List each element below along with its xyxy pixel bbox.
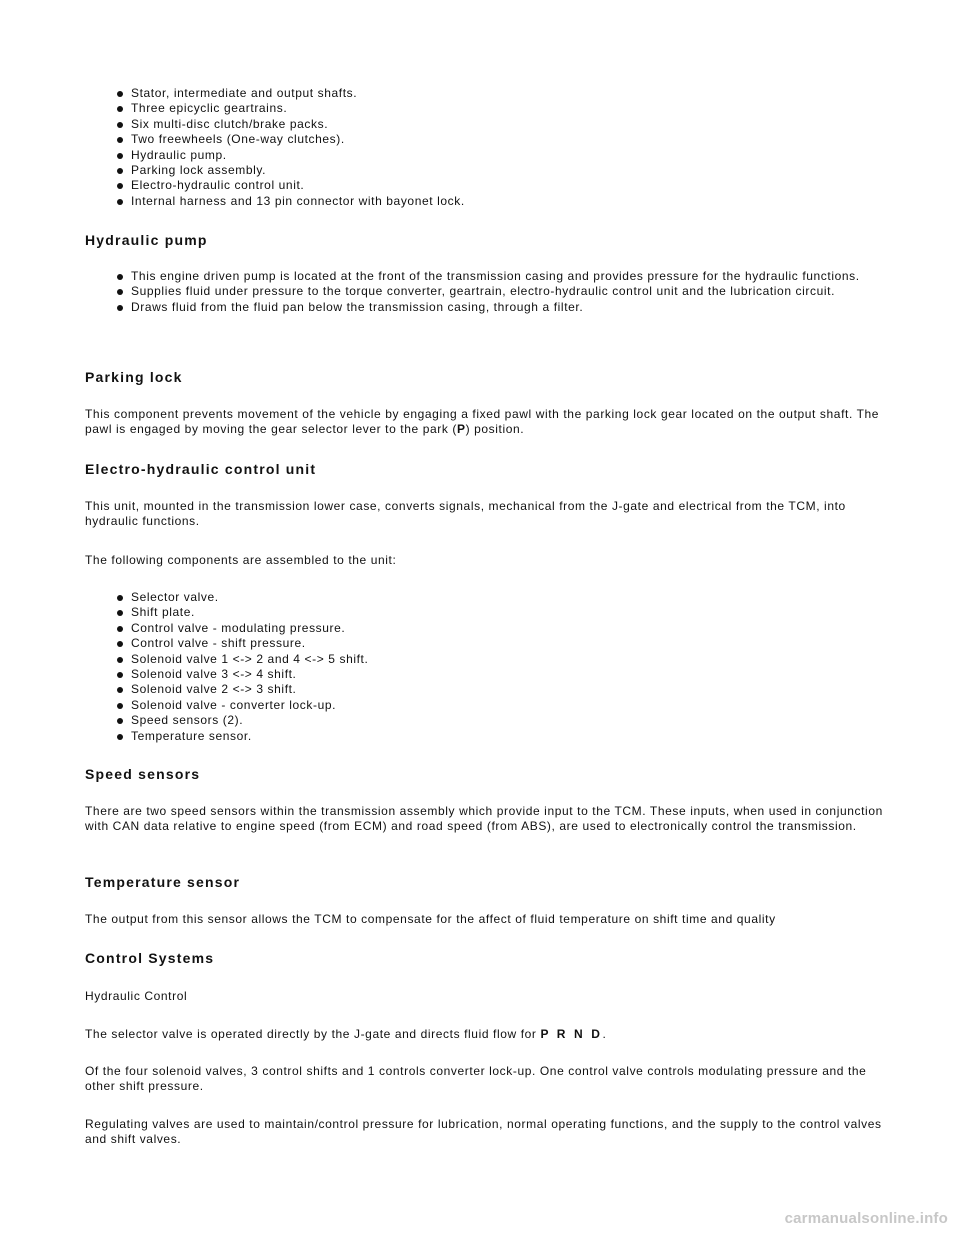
heading-temperature-sensor: Temperature sensor — [85, 874, 241, 890]
list-item — [0, 636, 900, 651]
parking-lock-text — [85, 407, 885, 438]
list-item — [0, 101, 900, 116]
speed-sensors-text: There are two speed sensors within the transmission assembly which provide input to the TCM. These inputs, when used in conjunction with CAN data relative to engine speed (from ECM) and road speed (from ABS), are used to electronically control the transmission. — [85, 804, 883, 834]
list-item-text: Hydraulic pump. — [131, 147, 227, 162]
list-item — [0, 590, 900, 605]
component-list — [0, 86, 900, 209]
list-item-text: Six multi-disc clutch/brake packs. — [131, 116, 329, 131]
list-item — [0, 652, 900, 667]
heading-hydraulic-pump: Hydraulic pump — [85, 232, 208, 248]
bullet-icon — [117, 91, 123, 97]
bullet-icon — [117, 734, 123, 740]
bullet-icon — [117, 183, 123, 189]
list-item-text: This engine driven pump is located at the front of the transmission casing and provides pressure for the hydraulic functions. — [131, 269, 860, 283]
heading-ehcu: Electro-hydraulic control unit — [85, 461, 317, 477]
bullet-icon — [117, 122, 123, 128]
regulating-valves-text: Regulating valves are used to maintain/control pressure for lubrication, normal operating functions, and the supply to the control valves and shift valves. — [85, 1117, 882, 1147]
ehcu-component-list — [0, 590, 900, 744]
list-item-text: Solenoid valve 2 <-> 3 shift. — [131, 682, 297, 697]
bullet-icon — [117, 687, 123, 693]
list-item — [0, 117, 900, 132]
list-item-text: Selector valve. — [131, 590, 219, 604]
list-item-text: Shift plate. — [131, 605, 195, 620]
list-item-text: Speed sensors (2). — [131, 713, 244, 728]
list-item-text: Solenoid valve - converter lock-up. — [131, 697, 337, 712]
selector-valve-text-a: The selector valve is operated directly by the J-gate and directs fluid flow for — [85, 1027, 541, 1041]
list-item — [0, 178, 900, 193]
list-item-text: Parking lock assembly. — [131, 163, 267, 178]
list-item — [0, 194, 900, 209]
list-item-text: Supplies fluid under pressure to the torque converter, geartrain, electro-hydraulic control unit and the lubrication circuit. — [131, 284, 836, 299]
solenoid-valves-text: Of the four solenoid valves, 3 control shifts and 1 controls converter lock-up. One control valve controls modulating pressure and the other shift pressure. — [85, 1064, 867, 1094]
list-item — [0, 605, 900, 620]
list-item — [0, 148, 900, 163]
ehcu-para-1: This unit, mounted in the transmission lower case, converts signals, mechanical from the J-gate and electrical from the TCM, into hydraulic functions. — [85, 499, 846, 529]
list-item-text: Temperature sensor. — [131, 728, 252, 743]
list-item-text: Solenoid valve 3 <-> 4 shift. — [131, 667, 297, 682]
bullet-icon — [117, 305, 123, 311]
bullet-icon — [117, 168, 123, 174]
ehcu-para-2: The following components are assembled to the unit: — [85, 553, 397, 567]
bullet-icon — [117, 641, 123, 647]
bullet-icon — [117, 153, 123, 159]
selector-valve-text-b: . — [602, 1027, 607, 1041]
heading-parking-lock: Parking lock — [85, 369, 183, 385]
list-item — [0, 132, 900, 147]
prnd-letters: P R N D — [540, 1027, 603, 1041]
bullet-icon — [117, 610, 123, 616]
list-item — [0, 729, 900, 744]
hydraulic-control-subheading: Hydraulic Control — [85, 989, 188, 1003]
list-item — [0, 713, 900, 728]
heading-speed-sensors: Speed sensors — [85, 766, 201, 782]
bullet-icon — [117, 703, 123, 709]
list-item-text: Internal harness and 13 pin connector with bayonet lock. — [131, 193, 465, 208]
heading-control-systems: Control Systems — [85, 950, 215, 966]
list-item — [0, 698, 900, 713]
parking-lock-text-a: This component prevents movement of the vehicle by engaging a fixed pawl with the parking lock gear located on the output shaft. The pawl is engaged by moving the gear selector lever to the park ( — [85, 407, 880, 437]
list-item-text: Draws fluid from the fluid pan below the transmission casing, through a filter. — [131, 299, 584, 314]
list-item — [0, 284, 900, 299]
list-item-text: Three epicyclic geartrains. — [131, 101, 288, 116]
bullet-icon — [117, 274, 123, 280]
hydraulic-pump-list — [0, 269, 900, 315]
watermark-footer: carmanualsonline.info — [784, 1210, 948, 1227]
selector-valve-text — [85, 1027, 885, 1042]
temperature-sensor-text: The output from this sensor allows the TCM to compensate for the affect of fluid temperature on shift time and quality — [85, 912, 776, 926]
bullet-icon — [117, 718, 123, 724]
parking-lock-text-b: ) position. — [465, 422, 525, 437]
list-item-text: Solenoid valve 1 <-> 2 and 4 <-> 5 shift. — [131, 651, 369, 666]
list-item — [0, 163, 900, 178]
list-item — [0, 300, 900, 315]
list-item-text: Control valve - shift pressure. — [131, 636, 306, 651]
list-item-text: Stator, intermediate and output shafts. — [131, 86, 358, 100]
list-item — [0, 667, 900, 682]
bullet-icon — [117, 137, 123, 143]
bullet-icon — [117, 289, 123, 295]
list-item — [0, 621, 900, 636]
list-item-text: Two freewheels (One-way clutches). — [131, 132, 345, 147]
list-item — [0, 269, 900, 284]
bullet-icon — [117, 672, 123, 678]
bullet-icon — [117, 106, 123, 112]
park-position-letter: P — [456, 422, 466, 437]
list-item — [0, 682, 900, 697]
bullet-icon — [117, 626, 123, 632]
list-item — [0, 86, 900, 101]
bullet-icon — [117, 657, 123, 663]
bullet-icon — [117, 595, 123, 601]
bullet-icon — [117, 199, 123, 205]
list-item-text: Electro-hydraulic control unit. — [131, 178, 305, 193]
list-item-text: Control valve - modulating pressure. — [131, 620, 346, 635]
